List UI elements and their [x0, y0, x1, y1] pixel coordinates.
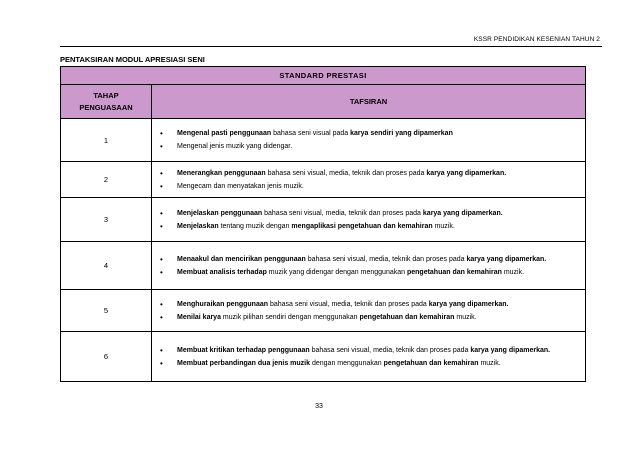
criteria-bold-text: Menjelaskan — [177, 222, 219, 230]
section-title: PENTAKSIRAN MODUL APRESIASI SENI — [60, 55, 205, 64]
criteria-bold-text: karya sendiri yang dipamerkan — [350, 130, 453, 137]
criteria-bold-text: Menerangkan penggunaan — [177, 169, 266, 177]
criteria-bold-text: karya yang dipamerkan. — [422, 209, 503, 217]
criteria-text: bahasa seni visual, media, teknik dan proses pada — [262, 209, 423, 217]
page-number: 33 — [315, 403, 323, 410]
criteria-text: muzik yang didengar dengan menggunakan — [266, 268, 407, 276]
criteria-text: bahasa seni visual, media, teknik dan proses pada — [305, 255, 467, 263]
criteria-text: bahasa seni visual, media, teknik dan proses pada — [265, 169, 427, 177]
table-row — [61, 119, 586, 162]
criteria-item — [152, 345, 585, 356]
criteria-item — [152, 254, 585, 265]
criteria-text: muzik pilihan sendiri dengan menggunakan — [220, 313, 360, 321]
document-header: KSSR PENDIDIKAN KESENIAN TAHUN 2 — [473, 36, 600, 43]
criteria-bold-text: Menjelaskan penggunaan — [177, 209, 263, 217]
criteria-item — [152, 141, 585, 152]
criteria-text: muzik. — [432, 222, 455, 230]
level-cell: 1 — [61, 119, 152, 162]
description-cell — [152, 162, 586, 198]
criteria-bold-text: Membuat perbandingan dua jenis muzik — [177, 359, 311, 367]
table-row — [61, 198, 586, 242]
criteria-item — [152, 128, 585, 139]
level-cell: 6 — [61, 332, 152, 382]
assessment-table — [60, 66, 586, 382]
table-row — [61, 242, 586, 290]
criteria-bold-text: Menaakul dan mencirikan penggunaan — [177, 255, 306, 263]
criteria-item — [152, 168, 585, 179]
criteria-text: dengan menggunakan — [310, 359, 384, 367]
criteria-text: bahasa seni visual pada — [271, 130, 351, 137]
criteria-list — [152, 208, 585, 232]
criteria-bold-text: Membuat analisis terhadap — [177, 268, 267, 276]
criteria-list — [152, 168, 585, 192]
level-header-line1: TAHAP — [93, 90, 119, 100]
criteria-text: Mengecam dan menyatakan jenis muzik. — [177, 182, 304, 190]
standard-heading: STANDARD PRESTASI — [61, 67, 586, 85]
header-divider — [60, 46, 602, 47]
criteria-item — [152, 299, 585, 310]
table-row — [61, 332, 586, 382]
criteria-item — [152, 267, 585, 278]
criteria-item — [152, 181, 585, 192]
criteria-text: muzik. — [501, 268, 525, 276]
description-cell — [152, 119, 586, 162]
criteria-list — [152, 299, 585, 323]
criteria-text: bahasa seni visual, media, teknik dan proses pada — [309, 346, 471, 354]
criteria-item — [152, 208, 585, 219]
criteria-bold-text: Menilai karya — [177, 313, 221, 321]
criteria-bold-text: mengaplikasi pengetahuan dan kemahiran — [291, 222, 433, 230]
description-cell — [152, 198, 586, 242]
criteria-bold-text: pengetahuan dan kemahiran — [359, 313, 455, 321]
level-column-header — [61, 85, 152, 119]
criteria-text: Mengenal jenis muzik yang didengar. — [177, 143, 293, 150]
level-header-line2: PENGUASAAN — [79, 102, 133, 112]
criteria-list — [152, 345, 585, 369]
description-cell — [152, 332, 586, 382]
level-cell: 5 — [61, 290, 152, 332]
level-cell: 3 — [61, 198, 152, 242]
criteria-bold-text: pengetahuan dan kemahiran — [406, 268, 502, 276]
table-row — [61, 162, 586, 198]
criteria-bold-text: Menghuraikan penggunaan — [177, 300, 269, 308]
criteria-bold-text: karya yang dipamerkan. — [470, 346, 551, 354]
criteria-item — [152, 221, 585, 232]
table-row — [61, 290, 586, 332]
criteria-item — [152, 358, 585, 369]
criteria-bold-text: pengetahuan dan kemahiran — [383, 359, 479, 367]
level-cell: 4 — [61, 242, 152, 290]
criteria-bold-text: Mengenal pasti penggunaan — [177, 130, 272, 137]
description-column-header: TAFSIRAN — [152, 85, 586, 119]
criteria-bold-text: karya yang dipamerkan. — [466, 255, 547, 263]
criteria-text: bahasa seni visual, media, teknik dan proses pada — [268, 300, 429, 308]
criteria-list — [152, 254, 585, 278]
criteria-text: muzik. — [454, 313, 477, 321]
criteria-text: tentang muzik dengan — [218, 222, 292, 230]
level-cell: 2 — [61, 162, 152, 198]
criteria-bold-text: karya yang dipamerkan. — [428, 300, 509, 308]
criteria-item — [152, 312, 585, 323]
criteria-list — [152, 128, 585, 152]
description-cell — [152, 290, 586, 332]
criteria-bold-text: karya yang dipamerkan. — [426, 169, 507, 177]
criteria-bold-text: Membuat kritikan terhadap penggunaan — [177, 346, 310, 354]
criteria-text: muzik. — [478, 359, 501, 367]
description-cell — [152, 242, 586, 290]
